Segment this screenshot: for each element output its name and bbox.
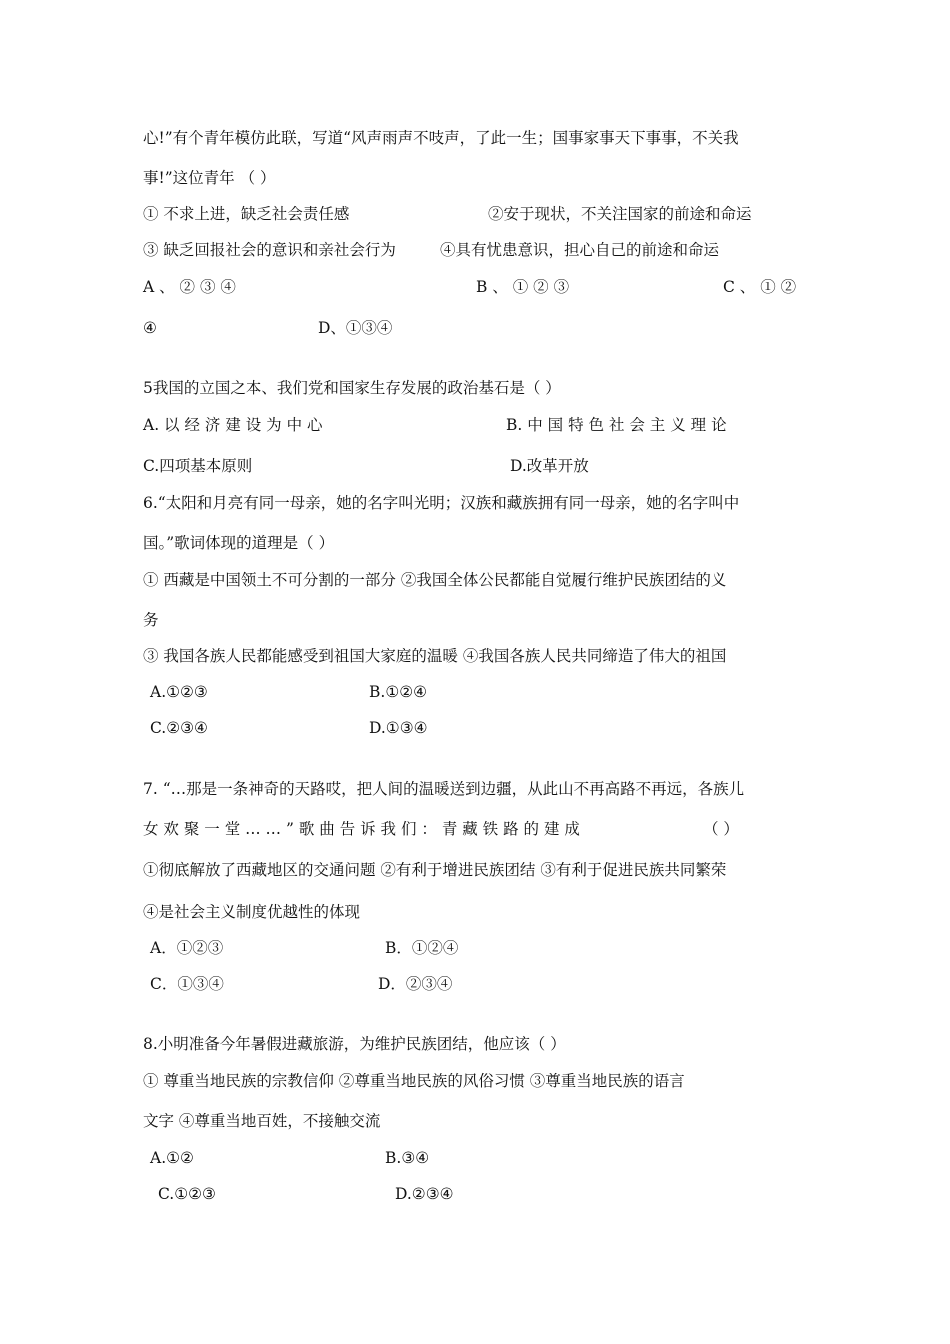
q6-choice-b: B.①②④ [369,683,428,701]
q6-option-2-cont: 务 [143,611,159,629]
q7-choice-d: D．②③④ [378,975,453,993]
q7-option-4: ④是社会主义制度优越性的体现 [143,903,361,921]
q8-choice-d: D.②③④ [395,1185,454,1203]
q7-choice-c: C．①③④ [150,975,224,993]
q4-option-4: ④具有忧患意识，担心自己的前途和命运 [440,241,720,259]
q8-options: ① 尊重当地民族的宗教信仰 ②尊重当地民族的风俗习惯 ③尊重当地民族的语言 [143,1072,685,1090]
q6-line2: 国。”歌词体现的道理是（ ） [143,534,335,552]
q5-choice-a: A. 以 经 济 建 设 为 中 心 [143,416,323,434]
q7-line1: 7. “…那是一条神奇的天路哎，把人间的温暖送到边疆，从此山不再高路不再远，各族儿 [143,780,745,798]
q4-choice-c-cont: ④ [143,319,157,337]
q4-choice-b: B 、 ① ② ③ [476,278,570,296]
q8-stem: 8.小明准备今年暑假进藏旅游，为维护民族团结，他应该（ ） [143,1035,566,1053]
q5-choice-d: D.改革开放 [510,457,589,475]
q8-choice-c: C.①②③ [158,1185,216,1203]
q6-choice-a: A.①②③ [150,683,208,701]
q5-stem: 5我国的立国之本、我们党和国家生存发展的政治基石是（ ） [143,379,561,397]
q4-choice-c: C 、 ① ② [723,278,797,296]
q7-options: ①彻底解放了西藏地区的交通问题 ②有利于增进民族团结 ③有利于促进民族共同繁荣 [143,861,727,879]
q5-choice-b: B. 中 国 特 色 社 会 主 义 理 论 [506,416,727,434]
q8-choice-b: B.③④ [385,1149,430,1167]
q7-choice-b: B．①②④ [385,939,459,957]
q4-option-3: ③ 缺乏回报社会的意识和亲社会行为 [143,241,396,259]
q6-choice-c: C.②③④ [150,719,208,737]
q4-choice-a: A 、 ② ③ ④ [143,278,236,296]
q4-choice-d: D、①③④ [318,319,393,337]
q6-options-3-4: ③ 我国各族人民都能感受到祖国大家庭的温暖 ④我国各族人民共同缔造了伟大的祖国 [143,647,727,665]
q7-choice-a: A．①②③ [150,939,224,957]
q5-choice-c: C.四项基本原则 [143,457,253,475]
q6-choice-d: D.①③④ [369,719,428,737]
q4-option-1: ① 不求上进，缺乏社会责任感 [143,205,350,223]
q6-line1: 6.“太阳和月亮有同一母亲，她的名字叫光明；汉族和藏族拥有同一母亲，她的名字叫中 [143,494,740,512]
q7-line2: 女 欢 聚 一 堂 … … ” 歌 曲 告 诉 我 们 ： 青 藏 铁 路 的 建 成 [143,820,580,838]
q6-options-1-2: ① 西藏是中国领土不可分割的一部分 ②我国全体公民都能自觉履行维护民族团结的义 [143,571,727,589]
q4-line1: 心!”有个青年模仿此联，写道“风声雨声不吱声，了此一生；国事家事天下事事，不关我 [143,129,739,147]
q7-answer-paren: （ ） [703,820,739,838]
q8-choice-a: A.①② [150,1149,194,1167]
q8-options-cont: 文字 ④尊重当地百姓，不接触交流 [143,1112,381,1130]
q4-line2: 事!”这位青年 （ ） [143,169,276,187]
q4-option-2: ②安于现状，不关注国家的前途和命运 [488,205,752,223]
